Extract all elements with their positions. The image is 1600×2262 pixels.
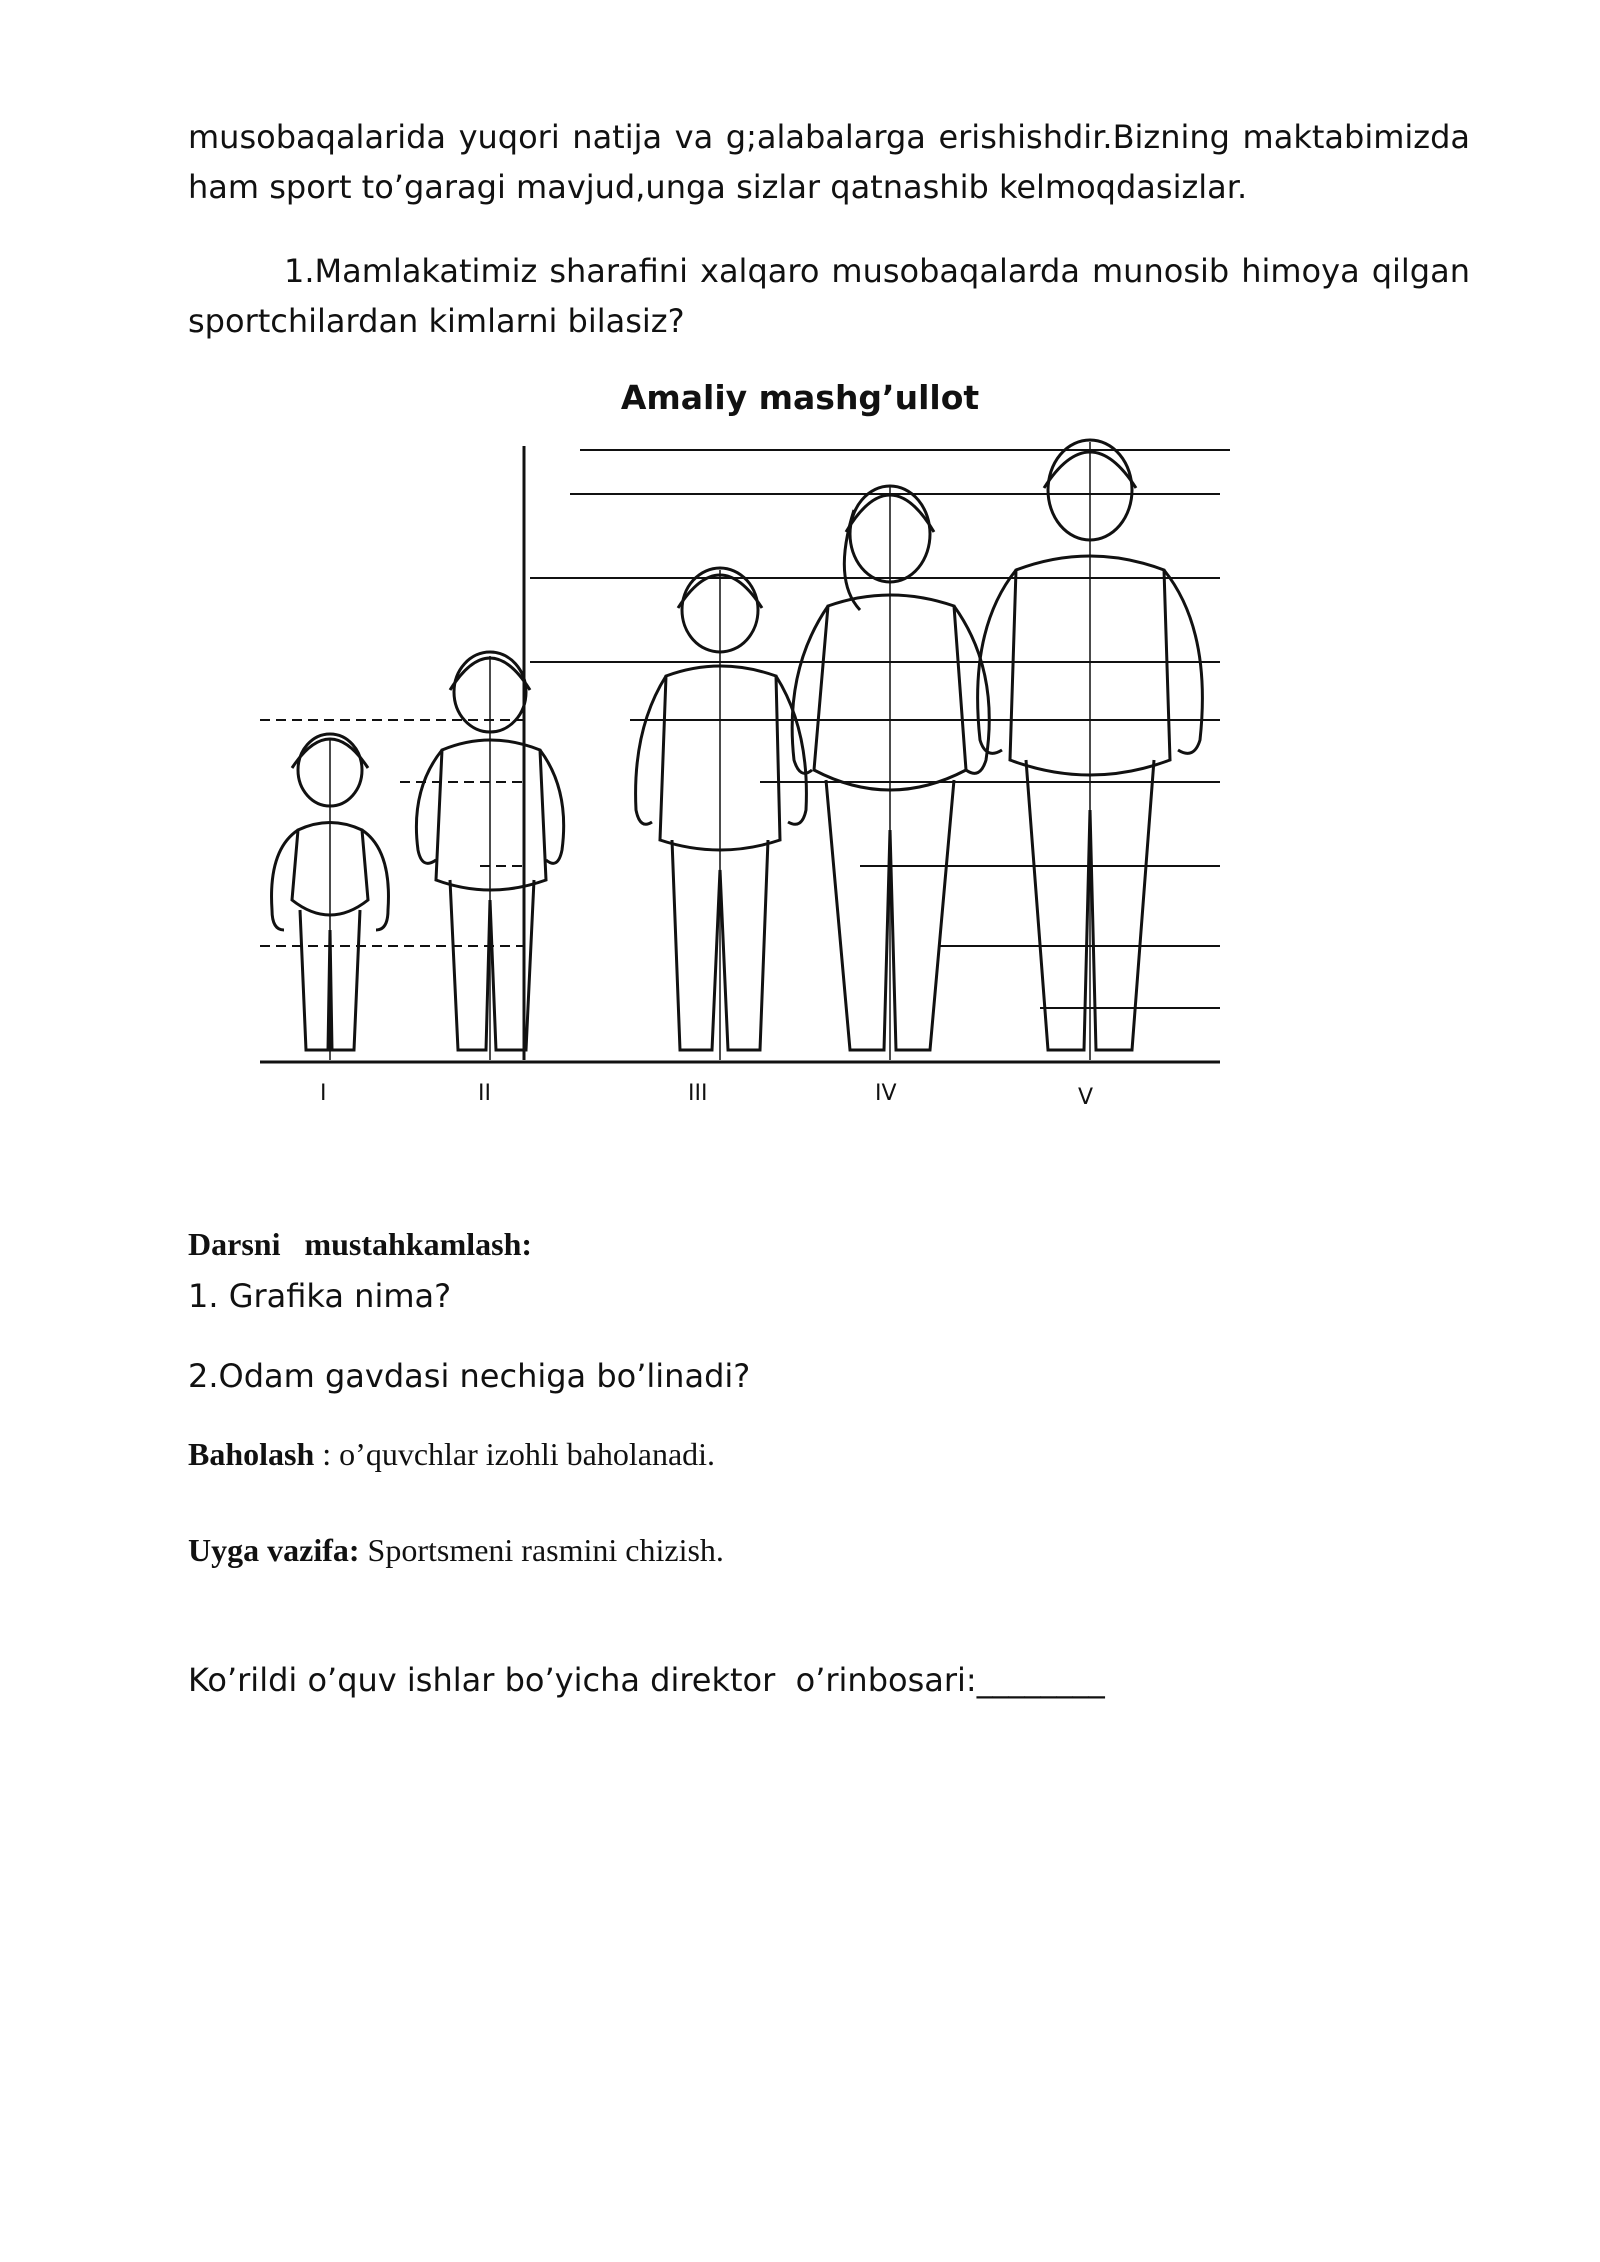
figure-label-V: V [1078, 1085, 1094, 1110]
grading-label: Baholash [188, 1436, 315, 1472]
reinforce-heading: Darsni mustahkamlash: [188, 1226, 533, 1262]
figure-label-IV: IV [875, 1081, 897, 1106]
homework-line [188, 1528, 724, 1572]
intro-paragraph: musobaqalarida yuqori natija va g;alabalarga erishishdir.Bizning maktabimizda ham sport to’garagi mavjud,unga sizlar qatnashib kelmoqdasizlar. [188, 118, 1470, 206]
figure-IV [792, 486, 989, 1060]
reinforce-question-1: 1. Grafika nima? [188, 1277, 452, 1315]
reinforce-question-2: 2.Odam gavdasi nechiga bo’linadi? [188, 1357, 751, 1395]
homework-text: Sportsmeni rasmini chizish. [359, 1532, 724, 1568]
figure-II [416, 652, 563, 1060]
figure-label-I: I [320, 1081, 327, 1106]
height-grid [260, 450, 1230, 1008]
figure-I [272, 734, 389, 1060]
homework-label: Uyga vazifa: [188, 1532, 360, 1568]
body-proportions-figure [160, 430, 1340, 1150]
figure-III [636, 568, 807, 1060]
figure-label-II: II [478, 1081, 491, 1106]
grading-text: : o’quvchlar izohli baholanadi. [314, 1436, 716, 1472]
practice-title: Amaliy mashg’ullot [620, 378, 980, 417]
figure-label-III: III [688, 1081, 708, 1106]
question-1: 1.Mamlakatimiz sharafini xalqaro musobaqalarda munosib himoya qilgan sportchilardan kimlarni bilasiz? [188, 252, 1470, 340]
grading-line [188, 1432, 715, 1476]
signature-line: Ko’rildi o’quv ishlar bo’yicha direktor o’rinbosari:________ [188, 1661, 1105, 1699]
figure-V [978, 440, 1203, 1060]
